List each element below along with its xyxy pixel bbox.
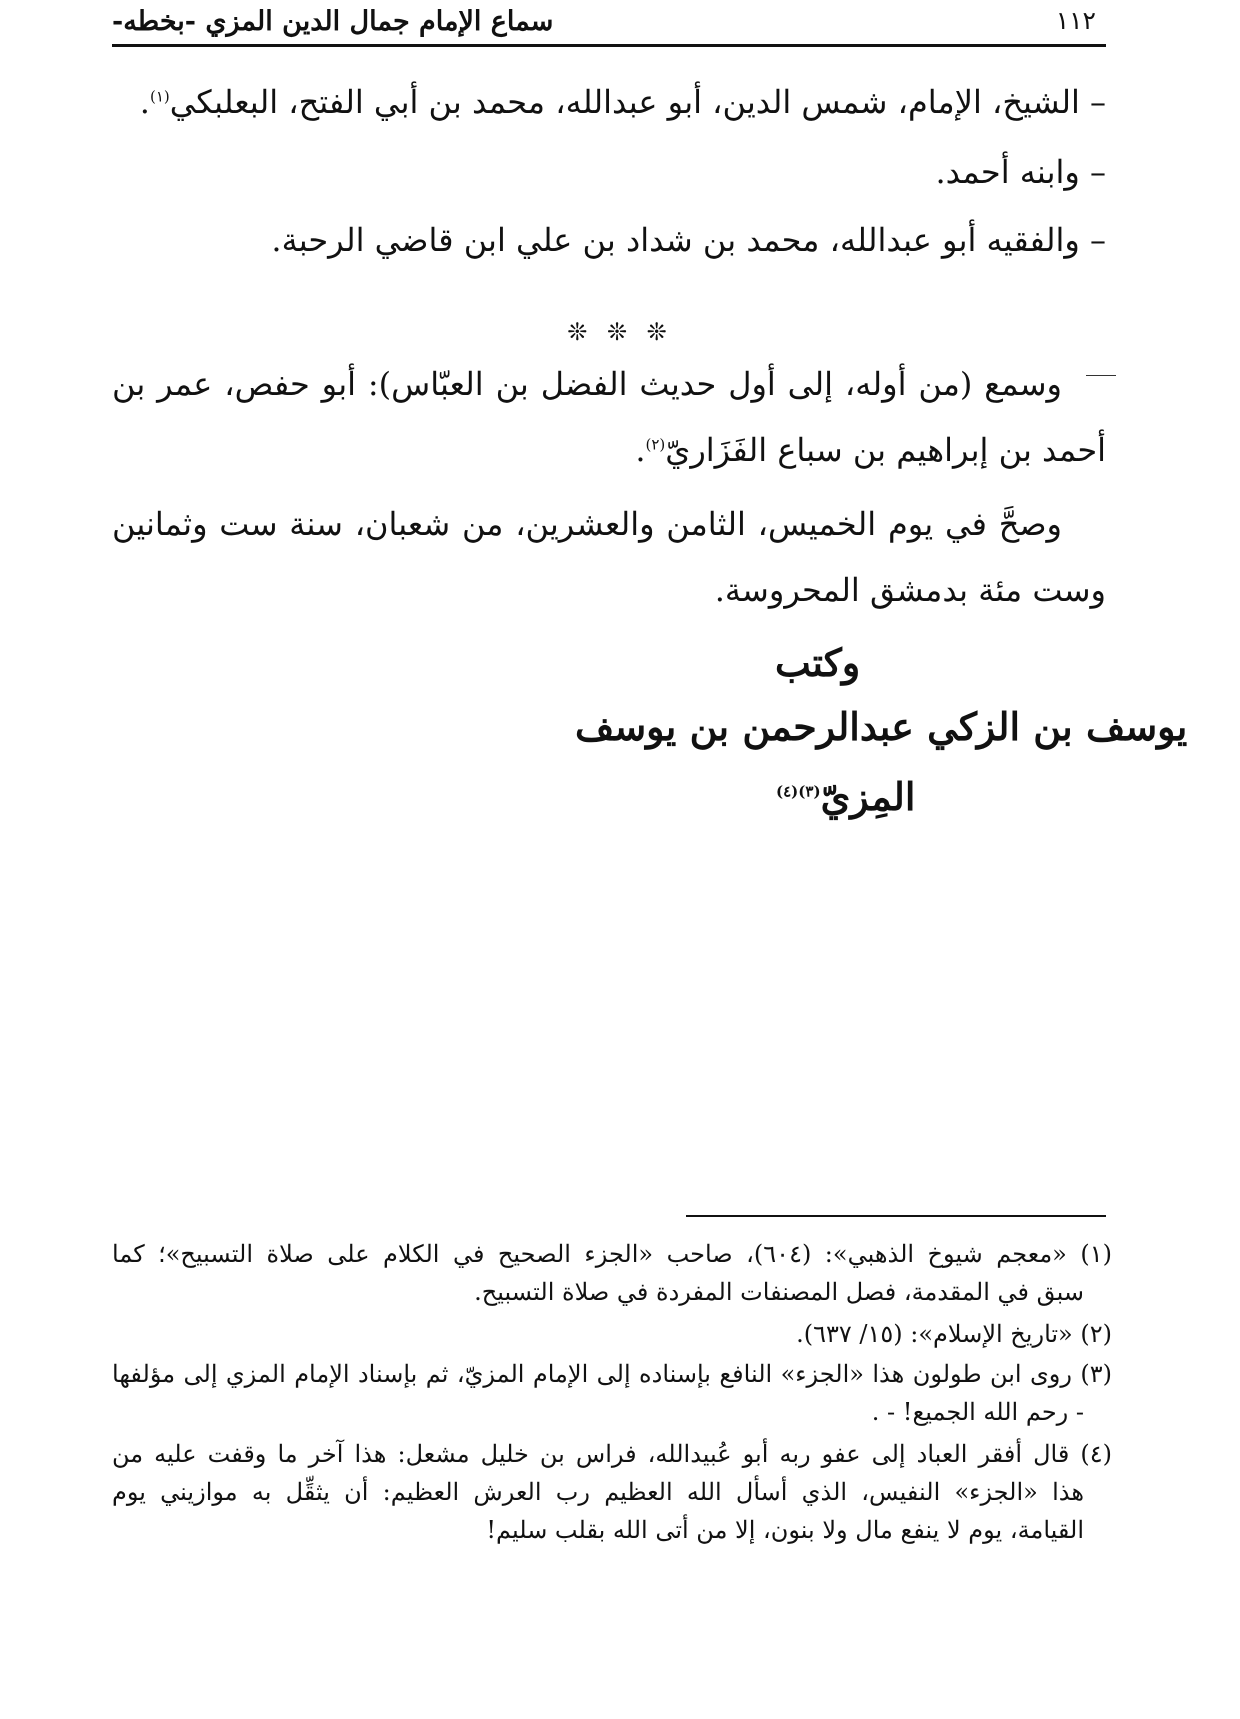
- footnote-1-line-1: (١) «معجم شيوخ الذهبي»: (٦٠٤)، صاحب «الجزء الصحيح في الكلام على صلاة التسبيح»؛ كما: [112, 1240, 1112, 1268]
- footnote-ref-4[interactable]: (٤): [776, 782, 799, 801]
- signature-nisba: [776, 774, 915, 820]
- footnote-3-line-1: (٣) روى ابن طولون هذا «الجزء» النافع بإسناده إلى الإمام المزيّ، ثم بإسناد الإمام المزي إلى مؤلفها: [112, 1360, 1112, 1388]
- margin-mark: [1086, 375, 1116, 376]
- footnote-4-line-3: القيامة، يوم لا ينفع مال ولا بنون، إلا من أتى الله بقلب سليم!: [486, 1516, 1084, 1544]
- footnote-2-line-1: (٢) «تاريخ الإسلام»: (١٥/ ٦٣٧).: [796, 1320, 1112, 1348]
- footnote-ref-1[interactable]: (١): [149, 87, 170, 106]
- footnote-rule: [686, 1215, 1106, 1217]
- body-line-1-text: – الشيخ، الإمام، شمس الدين، أبو عبدالله، محمد بن أبي الفتح، البعلبكي: [169, 83, 1106, 121]
- body-line-6: وصحَّ في يوم الخميس، الثامن والعشرين، من شعبان، سنة ست وثمانين: [112, 505, 1063, 543]
- body-line-3: – والفقيه أبو عبدالله، محمد بن شداد بن علي ابن قاضي الرحبة.: [271, 221, 1106, 259]
- section-separator: ❊ ❊ ❊: [567, 318, 673, 346]
- line-period: .: [139, 83, 150, 121]
- footnote-ref-2[interactable]: (٢): [645, 435, 666, 454]
- body-line-4: وسمع (من أوله، إلى أول حديث الفضل بن العبّاس): أبو حفص، عمر بن: [112, 365, 1062, 403]
- body-line-2: – وابنه أحمد.: [935, 153, 1106, 191]
- page-number: ١١٢: [1055, 6, 1096, 35]
- footnote-4-line-2: هذا «الجزء» النفيس، الذي أسأل الله العظيم رب العرش العظيم: أن يثقِّل به موازيني يوم: [112, 1478, 1084, 1506]
- footnote-3-line-2: - رحم الله الجميع! - .: [871, 1398, 1084, 1426]
- running-title: سماع الإمام جمال الدين المزي -بخطه-: [112, 6, 554, 37]
- footnote-ref-3[interactable]: (٣): [798, 782, 821, 801]
- signature-wrote: وكتب: [775, 640, 861, 685]
- line-period: .: [635, 431, 646, 469]
- body-line-5-text: أحمد بن إبراهيم بن سباع الفَزَاريّ: [665, 431, 1106, 469]
- body-line-5: [635, 430, 1106, 470]
- signature-name: يوسف بن الزكي عبدالرحمن بن يوسف: [575, 704, 1188, 749]
- footnote-4-line-1: (٤) قال أفقر العباد إلى عفو ربه أبو عُبيدالله، فراس بن خليل مشعل: هذا آخر ما وقفت عليه من: [112, 1440, 1113, 1468]
- footnote-1-line-2: سبق في المقدمة، فصل المصنفات المفردة في صلاة التسبيح.: [474, 1278, 1084, 1306]
- running-header: [112, 4, 1106, 47]
- body-line-7: وست مئة بدمشق المحروسة.: [714, 571, 1106, 609]
- body-line-1: [140, 82, 1106, 122]
- signature-nisba-text: المِزيّ: [820, 774, 916, 819]
